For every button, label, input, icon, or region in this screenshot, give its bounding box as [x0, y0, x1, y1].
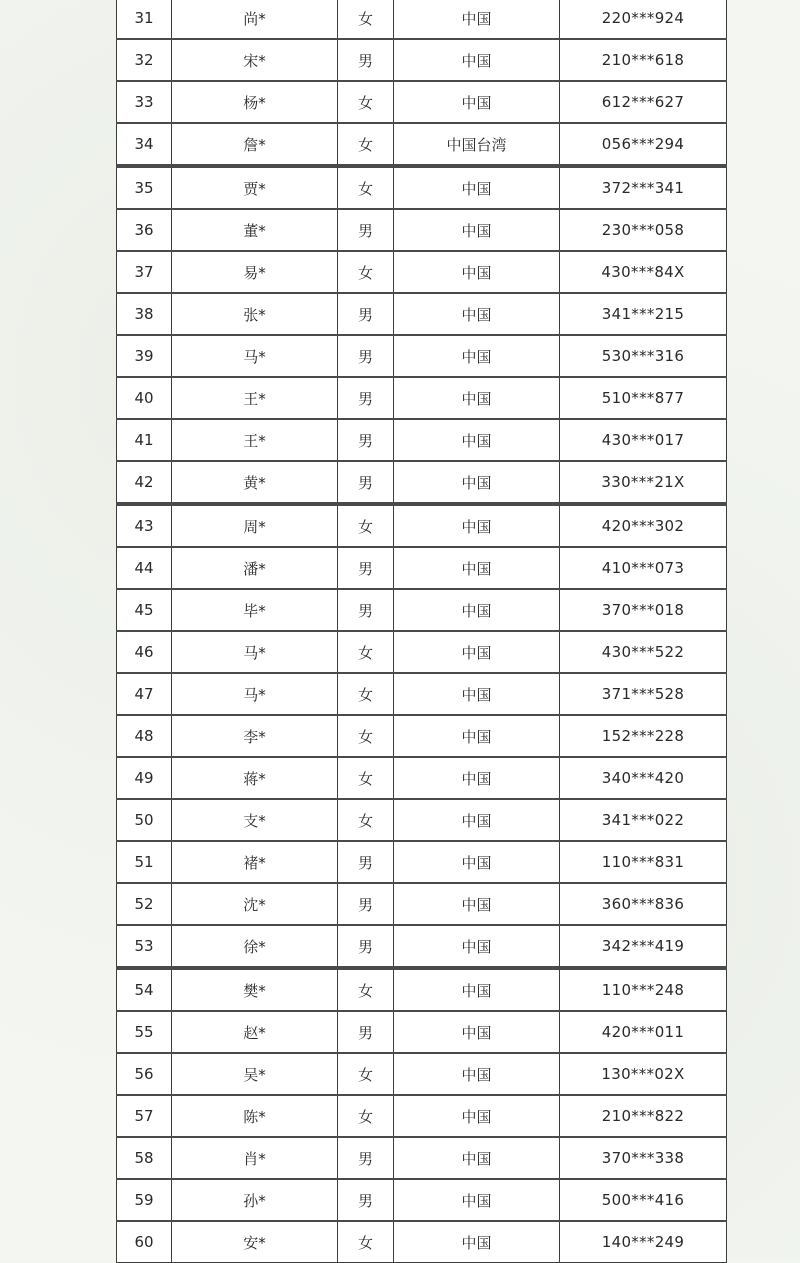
- row-number-cell: 44: [117, 547, 172, 589]
- name-cell: 孙*: [172, 1179, 338, 1221]
- nationality-cell: 中国: [394, 293, 560, 335]
- id-number-cell: 152***228: [560, 715, 727, 757]
- nationality-cell: 中国: [394, 1137, 560, 1179]
- nationality-cell: 中国: [394, 1011, 560, 1053]
- id-number-cell: 110***831: [560, 841, 727, 883]
- id-number-cell: 140***249: [560, 1221, 727, 1263]
- id-number-cell: 220***924: [560, 0, 727, 39]
- id-number-cell: 500***416: [560, 1179, 727, 1221]
- table-row: [117, 589, 727, 631]
- table-row: [117, 715, 727, 757]
- nationality-cell: 中国: [394, 377, 560, 419]
- row-number-cell: 59: [117, 1179, 172, 1221]
- nationality-cell: 中国: [394, 39, 560, 81]
- name-cell: 张*: [172, 293, 338, 335]
- nationality-cell: 中国: [394, 504, 560, 547]
- gender-cell: 女: [338, 673, 394, 715]
- nationality-cell: 中国: [394, 547, 560, 589]
- row-number-cell: 43: [117, 504, 172, 547]
- table-row: [117, 631, 727, 673]
- row-number-cell: 37: [117, 251, 172, 293]
- name-cell: 马*: [172, 673, 338, 715]
- id-number-cell: 110***248: [560, 968, 727, 1011]
- name-cell: 易*: [172, 251, 338, 293]
- nationality-cell: 中国: [394, 335, 560, 377]
- id-number-cell: 210***618: [560, 39, 727, 81]
- gender-cell: 女: [338, 757, 394, 799]
- table-row: [117, 799, 727, 841]
- nationality-cell: 中国: [394, 631, 560, 673]
- table-row: [117, 1137, 727, 1179]
- nationality-cell: 中国台湾: [394, 123, 560, 166]
- name-cell: 周*: [172, 504, 338, 547]
- name-cell: 沈*: [172, 883, 338, 925]
- name-cell: 樊*: [172, 968, 338, 1011]
- table-row: [117, 673, 727, 715]
- nationality-cell: 中国: [394, 1095, 560, 1137]
- name-cell: 肖*: [172, 1137, 338, 1179]
- gender-cell: 男: [338, 377, 394, 419]
- gender-cell: 女: [338, 0, 394, 39]
- gender-cell: 男: [338, 39, 394, 81]
- row-number-cell: 54: [117, 968, 172, 1011]
- row-number-cell: 53: [117, 925, 172, 968]
- gender-cell: 女: [338, 799, 394, 841]
- gender-cell: 男: [338, 1011, 394, 1053]
- id-number-cell: 230***058: [560, 209, 727, 251]
- name-cell: 王*: [172, 419, 338, 461]
- gender-cell: 女: [338, 631, 394, 673]
- gender-cell: 男: [338, 589, 394, 631]
- id-number-cell: 370***018: [560, 589, 727, 631]
- row-number-cell: 38: [117, 293, 172, 335]
- gender-cell: 女: [338, 968, 394, 1011]
- row-number-cell: 49: [117, 757, 172, 799]
- nationality-cell: 中国: [394, 1221, 560, 1263]
- row-number-cell: 56: [117, 1053, 172, 1095]
- row-number-cell: 42: [117, 461, 172, 504]
- row-number-cell: 32: [117, 39, 172, 81]
- nationality-cell: 中国: [394, 1179, 560, 1221]
- table-row: [117, 1053, 727, 1095]
- table-row: [117, 39, 727, 81]
- row-number-cell: 48: [117, 715, 172, 757]
- id-number-cell: 340***420: [560, 757, 727, 799]
- roster-table-body: [117, 0, 727, 1263]
- name-cell: 赵*: [172, 1011, 338, 1053]
- id-number-cell: 420***011: [560, 1011, 727, 1053]
- row-number-cell: 39: [117, 335, 172, 377]
- name-cell: 支*: [172, 799, 338, 841]
- table-row: [117, 461, 727, 504]
- table-row: [117, 251, 727, 293]
- gender-cell: 女: [338, 1053, 394, 1095]
- table-row: [117, 504, 727, 547]
- name-cell: 王*: [172, 377, 338, 419]
- name-cell: 董*: [172, 209, 338, 251]
- id-number-cell: 371***528: [560, 673, 727, 715]
- name-cell: 黄*: [172, 461, 338, 504]
- name-cell: 李*: [172, 715, 338, 757]
- gender-cell: 男: [338, 335, 394, 377]
- row-number-cell: 55: [117, 1011, 172, 1053]
- gender-cell: 女: [338, 1221, 394, 1263]
- table-row: [117, 841, 727, 883]
- row-number-cell: 45: [117, 589, 172, 631]
- nationality-cell: 中国: [394, 251, 560, 293]
- nationality-cell: 中国: [394, 757, 560, 799]
- gender-cell: 女: [338, 504, 394, 547]
- name-cell: 马*: [172, 631, 338, 673]
- nationality-cell: 中国: [394, 883, 560, 925]
- name-cell: 宋*: [172, 39, 338, 81]
- row-number-cell: 52: [117, 883, 172, 925]
- id-number-cell: 341***022: [560, 799, 727, 841]
- gender-cell: 男: [338, 461, 394, 504]
- id-number-cell: 360***836: [560, 883, 727, 925]
- table-row: [117, 547, 727, 589]
- row-number-cell: 47: [117, 673, 172, 715]
- row-number-cell: 50: [117, 799, 172, 841]
- gender-cell: 男: [338, 547, 394, 589]
- row-number-cell: 41: [117, 419, 172, 461]
- gender-cell: 男: [338, 1137, 394, 1179]
- nationality-cell: 中国: [394, 1053, 560, 1095]
- gender-cell: 男: [338, 209, 394, 251]
- nationality-cell: 中国: [394, 673, 560, 715]
- id-number-cell: 430***84X: [560, 251, 727, 293]
- id-number-cell: 420***302: [560, 504, 727, 547]
- table-row: [117, 757, 727, 799]
- table-row: [117, 0, 727, 39]
- table-row: [117, 123, 727, 166]
- gender-cell: 女: [338, 81, 394, 123]
- table-row: [117, 925, 727, 968]
- nationality-cell: 中国: [394, 968, 560, 1011]
- gender-cell: 女: [338, 123, 394, 166]
- gender-cell: 女: [338, 251, 394, 293]
- table-row: [117, 81, 727, 123]
- nationality-cell: 中国: [394, 419, 560, 461]
- id-number-cell: 430***522: [560, 631, 727, 673]
- nationality-cell: 中国: [394, 461, 560, 504]
- roster-table: [116, 0, 727, 1263]
- name-cell: 安*: [172, 1221, 338, 1263]
- nationality-cell: 中国: [394, 841, 560, 883]
- name-cell: 褚*: [172, 841, 338, 883]
- nationality-cell: 中国: [394, 589, 560, 631]
- name-cell: 陈*: [172, 1095, 338, 1137]
- nationality-cell: 中国: [394, 0, 560, 39]
- id-number-cell: 612***627: [560, 81, 727, 123]
- table-row: [117, 419, 727, 461]
- name-cell: 尚*: [172, 0, 338, 39]
- row-number-cell: 31: [117, 0, 172, 39]
- gender-cell: 女: [338, 166, 394, 209]
- id-number-cell: 130***02X: [560, 1053, 727, 1095]
- name-cell: 詹*: [172, 123, 338, 166]
- name-cell: 吴*: [172, 1053, 338, 1095]
- gender-cell: 女: [338, 715, 394, 757]
- name-cell: 徐*: [172, 925, 338, 968]
- row-number-cell: 57: [117, 1095, 172, 1137]
- table-row: [117, 1179, 727, 1221]
- table-row: [117, 1221, 727, 1263]
- name-cell: 杨*: [172, 81, 338, 123]
- table-row: [117, 968, 727, 1011]
- nationality-cell: 中国: [394, 715, 560, 757]
- id-number-cell: 342***419: [560, 925, 727, 968]
- gender-cell: 男: [338, 419, 394, 461]
- name-cell: 毕*: [172, 589, 338, 631]
- row-number-cell: 46: [117, 631, 172, 673]
- row-number-cell: 35: [117, 166, 172, 209]
- row-number-cell: 34: [117, 123, 172, 166]
- table-row: [117, 1011, 727, 1053]
- table-row: [117, 335, 727, 377]
- id-number-cell: 430***017: [560, 419, 727, 461]
- table-row: [117, 1095, 727, 1137]
- id-number-cell: 370***338: [560, 1137, 727, 1179]
- id-number-cell: 056***294: [560, 123, 727, 166]
- id-number-cell: 410***073: [560, 547, 727, 589]
- gender-cell: 男: [338, 883, 394, 925]
- nationality-cell: 中国: [394, 166, 560, 209]
- id-number-cell: 510***877: [560, 377, 727, 419]
- name-cell: 潘*: [172, 547, 338, 589]
- nationality-cell: 中国: [394, 799, 560, 841]
- nationality-cell: 中国: [394, 925, 560, 968]
- table-row: [117, 293, 727, 335]
- id-number-cell: 210***822: [560, 1095, 727, 1137]
- row-number-cell: 40: [117, 377, 172, 419]
- row-number-cell: 60: [117, 1221, 172, 1263]
- roster-table-container: [116, 0, 726, 1263]
- table-row: [117, 883, 727, 925]
- row-number-cell: 51: [117, 841, 172, 883]
- table-row: [117, 209, 727, 251]
- id-number-cell: 372***341: [560, 166, 727, 209]
- table-row: [117, 377, 727, 419]
- table-row: [117, 166, 727, 209]
- gender-cell: 女: [338, 1095, 394, 1137]
- gender-cell: 男: [338, 1179, 394, 1221]
- nationality-cell: 中国: [394, 81, 560, 123]
- row-number-cell: 33: [117, 81, 172, 123]
- id-number-cell: 530***316: [560, 335, 727, 377]
- name-cell: 蒋*: [172, 757, 338, 799]
- name-cell: 贾*: [172, 166, 338, 209]
- row-number-cell: 58: [117, 1137, 172, 1179]
- name-cell: 马*: [172, 335, 338, 377]
- gender-cell: 男: [338, 293, 394, 335]
- gender-cell: 男: [338, 841, 394, 883]
- id-number-cell: 341***215: [560, 293, 727, 335]
- gender-cell: 男: [338, 925, 394, 968]
- nationality-cell: 中国: [394, 209, 560, 251]
- id-number-cell: 330***21X: [560, 461, 727, 504]
- row-number-cell: 36: [117, 209, 172, 251]
